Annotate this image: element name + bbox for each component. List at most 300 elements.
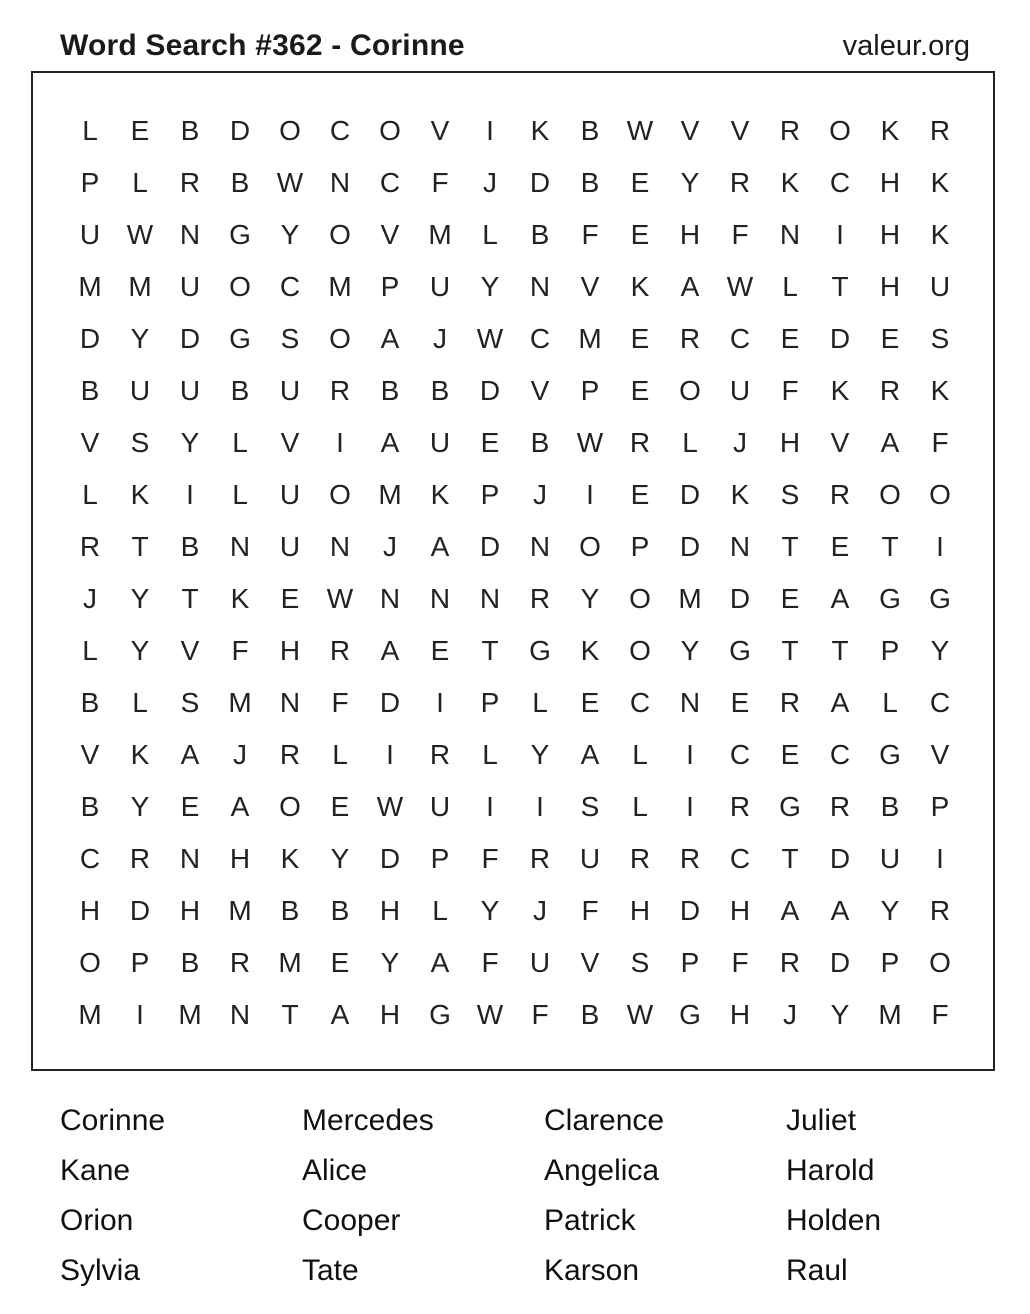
grid-cell[interactable]: R xyxy=(329,375,351,406)
grid-cell[interactable]: Y xyxy=(130,323,150,354)
grid-cell[interactable]: H xyxy=(779,427,801,458)
grid-cell[interactable]: E xyxy=(630,323,650,354)
grid-cell[interactable]: V xyxy=(930,739,950,770)
grid-cell[interactable]: D xyxy=(129,895,151,926)
grid-cell[interactable]: L xyxy=(482,739,498,770)
grid-cell[interactable]: U xyxy=(729,375,751,406)
grid-cell[interactable]: A xyxy=(780,895,800,926)
grid-cell[interactable]: V xyxy=(530,375,550,406)
grid-cell[interactable]: C xyxy=(829,739,851,770)
grid-cell[interactable]: O xyxy=(879,479,901,510)
grid-cell[interactable]: I xyxy=(836,219,844,250)
grid-cell[interactable]: C xyxy=(379,167,401,198)
grid-cell[interactable]: D xyxy=(529,167,551,198)
grid-cell[interactable]: U xyxy=(429,791,451,822)
grid-cell[interactable]: U xyxy=(429,427,451,458)
grid-cell[interactable]: Y xyxy=(130,583,150,614)
grid-cell[interactable]: L xyxy=(232,479,248,510)
grid-cell[interactable]: I xyxy=(686,791,694,822)
grid-cell[interactable]: V xyxy=(80,739,100,770)
grid-cell[interactable]: A xyxy=(380,323,400,354)
grid-cell[interactable]: M xyxy=(878,999,902,1030)
grid-cell[interactable]: T xyxy=(781,635,799,666)
grid-cell[interactable]: G xyxy=(779,791,801,822)
grid-cell[interactable]: Y xyxy=(130,791,150,822)
grid-cell[interactable]: B xyxy=(180,947,200,978)
grid-cell[interactable]: Y xyxy=(530,739,550,770)
grid-cell[interactable]: O xyxy=(329,219,351,250)
grid-cell[interactable]: O xyxy=(579,531,601,562)
grid-cell[interactable]: P xyxy=(880,635,900,666)
grid-cell[interactable]: M xyxy=(178,999,202,1030)
grid-cell[interactable]: W xyxy=(476,999,504,1030)
grid-cell[interactable]: B xyxy=(80,687,100,718)
grid-cell[interactable]: U xyxy=(179,271,201,302)
grid-cell[interactable]: R xyxy=(779,947,801,978)
grid-cell[interactable]: K xyxy=(130,739,150,770)
grid-cell[interactable]: H xyxy=(179,895,201,926)
grid-cell[interactable]: V xyxy=(380,219,400,250)
grid-cell[interactable]: W xyxy=(476,323,504,354)
grid-cell[interactable]: D xyxy=(679,895,701,926)
grid-cell[interactable]: N xyxy=(279,687,301,718)
grid-cell[interactable]: C xyxy=(79,843,101,874)
grid-cell[interactable]: M xyxy=(428,219,452,250)
grid-cell[interactable]: J xyxy=(83,583,97,614)
grid-cell[interactable]: L xyxy=(82,479,98,510)
grid-cell[interactable]: A xyxy=(230,791,250,822)
grid-cell[interactable]: T xyxy=(181,583,199,614)
grid-cell[interactable]: A xyxy=(380,635,400,666)
grid-cell[interactable]: E xyxy=(630,479,650,510)
grid-cell[interactable]: R xyxy=(79,531,101,562)
grid-cell[interactable]: O xyxy=(79,947,101,978)
grid-cell[interactable]: I xyxy=(186,479,194,510)
grid-cell[interactable]: G xyxy=(229,219,251,250)
grid-cell[interactable]: G xyxy=(729,635,751,666)
grid-cell[interactable]: D xyxy=(829,323,851,354)
grid-cell[interactable]: P xyxy=(380,271,400,302)
grid-cell[interactable]: E xyxy=(580,687,600,718)
grid-cell[interactable]: B xyxy=(430,375,450,406)
grid-cell[interactable]: I xyxy=(686,739,694,770)
grid-cell[interactable]: G xyxy=(879,739,901,770)
grid-cell[interactable]: M xyxy=(128,271,152,302)
grid-cell[interactable]: O xyxy=(279,791,301,822)
grid-cell[interactable]: V xyxy=(80,427,100,458)
grid-cell[interactable]: N xyxy=(179,219,201,250)
grid-cell[interactable]: P xyxy=(630,531,650,562)
grid-cell[interactable]: L xyxy=(682,427,698,458)
grid-cell[interactable]: J xyxy=(433,323,447,354)
grid-cell[interactable]: R xyxy=(829,791,851,822)
grid-cell[interactable]: Y xyxy=(330,843,350,874)
grid-cell[interactable]: V xyxy=(580,947,600,978)
grid-cell[interactable]: O xyxy=(929,947,951,978)
grid-cell[interactable]: E xyxy=(630,167,650,198)
grid-cell[interactable]: A xyxy=(580,739,600,770)
grid-cell[interactable]: I xyxy=(486,791,494,822)
grid-cell[interactable]: U xyxy=(429,271,451,302)
grid-cell[interactable]: P xyxy=(130,947,150,978)
grid-cell[interactable]: D xyxy=(479,375,501,406)
grid-cell[interactable]: I xyxy=(536,791,544,822)
grid-cell[interactable]: A xyxy=(830,895,850,926)
grid-cell[interactable]: D xyxy=(479,531,501,562)
grid-cell[interactable]: R xyxy=(929,895,951,926)
grid-cell[interactable]: Y xyxy=(480,895,500,926)
grid-cell[interactable]: K xyxy=(130,479,150,510)
grid-cell[interactable]: V xyxy=(830,427,850,458)
grid-cell[interactable]: B xyxy=(530,427,550,458)
grid-cell[interactable]: O xyxy=(329,323,351,354)
grid-cell[interactable]: R xyxy=(679,323,701,354)
grid-cell[interactable]: O xyxy=(679,375,701,406)
grid-cell[interactable]: K xyxy=(930,167,950,198)
grid-cell[interactable]: N xyxy=(179,843,201,874)
grid-cell[interactable]: I xyxy=(936,531,944,562)
grid-cell[interactable]: N xyxy=(429,583,451,614)
grid-cell[interactable]: I xyxy=(486,115,494,146)
grid-cell[interactable]: L xyxy=(782,271,798,302)
grid-cell[interactable]: D xyxy=(679,531,701,562)
grid-cell[interactable]: A xyxy=(430,531,450,562)
grid-cell[interactable]: E xyxy=(780,323,800,354)
grid-cell[interactable]: U xyxy=(279,375,301,406)
grid-cell[interactable]: E xyxy=(880,323,900,354)
grid-cell[interactable]: H xyxy=(229,843,251,874)
grid-cell[interactable]: U xyxy=(529,947,551,978)
grid-cell[interactable]: O xyxy=(629,583,651,614)
grid-cell[interactable]: I xyxy=(136,999,144,1030)
grid-cell[interactable]: F xyxy=(481,843,499,874)
grid-cell[interactable]: R xyxy=(629,427,651,458)
grid-cell[interactable]: E xyxy=(780,583,800,614)
grid-cell[interactable]: H xyxy=(379,895,401,926)
grid-cell[interactable]: R xyxy=(529,583,551,614)
grid-cell[interactable]: H xyxy=(629,895,651,926)
grid-cell[interactable]: I xyxy=(336,427,344,458)
grid-cell[interactable]: U xyxy=(279,531,301,562)
grid-cell[interactable]: U xyxy=(129,375,151,406)
grid-cell[interactable]: R xyxy=(129,843,151,874)
grid-cell[interactable]: T xyxy=(781,843,799,874)
grid-cell[interactable]: O xyxy=(379,115,401,146)
grid-cell[interactable]: S xyxy=(780,479,800,510)
grid-cell[interactable]: T xyxy=(131,531,149,562)
grid-cell[interactable]: M xyxy=(678,583,702,614)
grid-cell[interactable]: F xyxy=(231,635,249,666)
grid-cell[interactable]: H xyxy=(879,219,901,250)
grid-cell[interactable]: G xyxy=(929,583,951,614)
grid-cell[interactable]: J xyxy=(483,167,497,198)
grid-cell[interactable]: L xyxy=(482,219,498,250)
grid-cell[interactable]: D xyxy=(379,687,401,718)
grid-cell[interactable]: F xyxy=(581,219,599,250)
grid-cell[interactable]: U xyxy=(879,843,901,874)
grid-cell[interactable]: W xyxy=(626,999,654,1030)
grid-cell[interactable]: B xyxy=(330,895,350,926)
grid-cell[interactable]: H xyxy=(879,271,901,302)
grid-cell[interactable]: V xyxy=(180,635,200,666)
grid-cell[interactable]: L xyxy=(432,895,448,926)
grid-cell[interactable]: P xyxy=(680,947,700,978)
grid-cell[interactable]: Y xyxy=(180,427,200,458)
grid-cell[interactable]: C xyxy=(729,843,751,874)
grid-cell[interactable]: N xyxy=(329,531,351,562)
grid-cell[interactable]: L xyxy=(132,167,148,198)
grid-cell[interactable]: R xyxy=(429,739,451,770)
grid-cell[interactable]: E xyxy=(280,583,300,614)
grid-cell[interactable]: A xyxy=(680,271,700,302)
grid-cell[interactable]: H xyxy=(729,895,751,926)
grid-cell[interactable]: S xyxy=(130,427,150,458)
grid-cell[interactable]: G xyxy=(879,583,901,614)
grid-cell[interactable]: K xyxy=(530,115,550,146)
grid-cell[interactable]: R xyxy=(629,843,651,874)
grid-cell[interactable]: C xyxy=(529,323,551,354)
grid-cell[interactable]: I xyxy=(436,687,444,718)
grid-cell[interactable]: U xyxy=(929,271,951,302)
grid-cell[interactable]: K xyxy=(830,375,850,406)
grid-cell[interactable]: V xyxy=(730,115,750,146)
grid-cell[interactable]: R xyxy=(829,479,851,510)
grid-cell[interactable]: M xyxy=(78,271,102,302)
grid-cell[interactable]: C xyxy=(729,739,751,770)
grid-cell[interactable]: G xyxy=(429,999,451,1030)
grid-cell[interactable]: R xyxy=(179,167,201,198)
grid-cell[interactable]: N xyxy=(529,531,551,562)
grid-cell[interactable]: M xyxy=(328,271,352,302)
grid-cell[interactable]: V xyxy=(580,271,600,302)
grid-cell[interactable]: F xyxy=(781,375,799,406)
grid-cell[interactable]: E xyxy=(180,791,200,822)
grid-cell[interactable]: C xyxy=(279,271,301,302)
grid-cell[interactable]: L xyxy=(82,115,98,146)
grid-cell[interactable]: Y xyxy=(680,635,700,666)
grid-cell[interactable]: E xyxy=(330,947,350,978)
grid-cell[interactable]: S xyxy=(180,687,200,718)
grid-cell[interactable]: S xyxy=(280,323,300,354)
grid-cell[interactable]: F xyxy=(931,999,949,1030)
grid-cell[interactable]: K xyxy=(580,635,600,666)
grid-cell[interactable]: M xyxy=(78,999,102,1030)
grid-cell[interactable]: R xyxy=(879,375,901,406)
grid-cell[interactable]: D xyxy=(729,583,751,614)
grid-cell[interactable]: F xyxy=(931,427,949,458)
grid-cell[interactable]: L xyxy=(882,687,898,718)
grid-cell[interactable]: K xyxy=(880,115,900,146)
grid-cell[interactable]: D xyxy=(829,947,851,978)
grid-cell[interactable]: N xyxy=(479,583,501,614)
grid-cell[interactable]: E xyxy=(480,427,500,458)
grid-cell[interactable]: T xyxy=(781,531,799,562)
grid-cell[interactable]: E xyxy=(630,375,650,406)
grid-cell[interactable]: H xyxy=(279,635,301,666)
grid-cell[interactable]: R xyxy=(729,167,751,198)
grid-cell[interactable]: E xyxy=(430,635,450,666)
grid-cell[interactable]: I xyxy=(586,479,594,510)
grid-cell[interactable]: E xyxy=(830,531,850,562)
grid-cell[interactable]: E xyxy=(730,687,750,718)
grid-cell[interactable]: Y xyxy=(830,999,850,1030)
grid-cell[interactable]: M xyxy=(228,895,252,926)
grid-cell[interactable]: A xyxy=(180,739,200,770)
grid-cell[interactable]: E xyxy=(630,219,650,250)
grid-cell[interactable]: V xyxy=(680,115,700,146)
grid-cell[interactable]: M xyxy=(228,687,252,718)
grid-cell[interactable]: T xyxy=(481,635,499,666)
grid-cell[interactable]: P xyxy=(430,843,450,874)
grid-cell[interactable]: N xyxy=(729,531,751,562)
grid-cell[interactable]: L xyxy=(632,791,648,822)
grid-cell[interactable]: N xyxy=(679,687,701,718)
grid-cell[interactable]: W xyxy=(576,427,604,458)
grid-cell[interactable]: G xyxy=(679,999,701,1030)
grid-cell[interactable]: F xyxy=(581,895,599,926)
grid-cell[interactable]: R xyxy=(529,843,551,874)
grid-cell[interactable]: U xyxy=(279,479,301,510)
grid-cell[interactable]: N xyxy=(229,531,251,562)
grid-cell[interactable]: R xyxy=(779,115,801,146)
grid-cell[interactable]: S xyxy=(630,947,650,978)
grid-cell[interactable]: C xyxy=(929,687,951,718)
grid-cell[interactable]: D xyxy=(829,843,851,874)
grid-cell[interactable]: A xyxy=(830,583,850,614)
grid-cell[interactable]: K xyxy=(280,843,300,874)
grid-cell[interactable]: K xyxy=(430,479,450,510)
grid-cell[interactable]: O xyxy=(279,115,301,146)
grid-cell[interactable]: I xyxy=(936,843,944,874)
grid-cell[interactable]: D xyxy=(229,115,251,146)
grid-cell[interactable]: V xyxy=(280,427,300,458)
grid-cell[interactable]: W xyxy=(126,219,154,250)
grid-cell[interactable]: F xyxy=(331,687,349,718)
grid-cell[interactable]: P xyxy=(930,791,950,822)
grid-cell[interactable]: W xyxy=(326,583,354,614)
grid-cell[interactable]: Y xyxy=(480,271,500,302)
grid-cell[interactable]: O xyxy=(229,271,251,302)
grid-cell[interactable]: A xyxy=(380,427,400,458)
grid-cell[interactable]: P xyxy=(880,947,900,978)
grid-cell[interactable]: T xyxy=(281,999,299,1030)
grid-cell[interactable]: K xyxy=(930,375,950,406)
grid-cell[interactable]: E xyxy=(780,739,800,770)
grid-cell[interactable]: U xyxy=(179,375,201,406)
grid-cell[interactable]: F xyxy=(481,947,499,978)
grid-cell[interactable]: N xyxy=(329,167,351,198)
grid-cell[interactable]: Y xyxy=(880,895,900,926)
grid-cell[interactable]: J xyxy=(383,531,397,562)
grid-cell[interactable]: B xyxy=(230,167,250,198)
grid-cell[interactable]: K xyxy=(230,583,250,614)
grid-cell[interactable]: N xyxy=(379,583,401,614)
grid-cell[interactable]: D xyxy=(79,323,101,354)
grid-cell[interactable]: B xyxy=(380,375,400,406)
grid-cell[interactable]: J xyxy=(733,427,747,458)
grid-cell[interactable]: B xyxy=(180,115,200,146)
grid-cell[interactable]: C xyxy=(829,167,851,198)
grid-cell[interactable]: B xyxy=(180,531,200,562)
grid-cell[interactable]: J xyxy=(533,895,547,926)
grid-cell[interactable]: M xyxy=(278,947,302,978)
grid-cell[interactable]: A xyxy=(830,687,850,718)
grid-cell[interactable]: W xyxy=(276,167,304,198)
grid-cell[interactable]: H xyxy=(679,219,701,250)
grid-cell[interactable]: K xyxy=(780,167,800,198)
grid-cell[interactable]: R xyxy=(229,947,251,978)
grid-cell[interactable]: G xyxy=(229,323,251,354)
grid-cell[interactable]: R xyxy=(679,843,701,874)
grid-cell[interactable]: K xyxy=(730,479,750,510)
grid-cell[interactable]: L xyxy=(332,739,348,770)
grid-cell[interactable]: R xyxy=(779,687,801,718)
grid-cell[interactable]: B xyxy=(580,999,600,1030)
grid-cell[interactable]: A xyxy=(330,999,350,1030)
grid-cell[interactable]: C xyxy=(629,687,651,718)
grid-cell[interactable]: J xyxy=(783,999,797,1030)
grid-cell[interactable]: B xyxy=(80,375,100,406)
grid-cell[interactable]: K xyxy=(630,271,650,302)
grid-cell[interactable]: E xyxy=(130,115,150,146)
grid-cell[interactable]: B xyxy=(230,375,250,406)
grid-cell[interactable]: A xyxy=(430,947,450,978)
grid-cell[interactable]: M xyxy=(578,323,602,354)
grid-cell[interactable]: C xyxy=(329,115,351,146)
grid-cell[interactable]: B xyxy=(280,895,300,926)
grid-cell[interactable]: B xyxy=(580,167,600,198)
grid-cell[interactable]: L xyxy=(532,687,548,718)
grid-cell[interactable]: F xyxy=(731,947,749,978)
grid-cell[interactable]: G xyxy=(529,635,551,666)
grid-cell[interactable]: T xyxy=(831,271,849,302)
grid-cell[interactable]: D xyxy=(679,479,701,510)
grid-cell[interactable]: F xyxy=(531,999,549,1030)
grid-cell[interactable]: D xyxy=(179,323,201,354)
grid-cell[interactable]: H xyxy=(879,167,901,198)
grid-cell[interactable]: R xyxy=(279,739,301,770)
grid-cell[interactable]: J xyxy=(233,739,247,770)
grid-cell[interactable]: Y xyxy=(380,947,400,978)
grid-cell[interactable]: W xyxy=(376,791,404,822)
grid-cell[interactable]: T xyxy=(881,531,899,562)
grid-cell[interactable]: O xyxy=(929,479,951,510)
grid-cell[interactable]: B xyxy=(80,791,100,822)
grid-cell[interactable]: R xyxy=(329,635,351,666)
grid-cell[interactable]: A xyxy=(880,427,900,458)
grid-cell[interactable]: E xyxy=(330,791,350,822)
grid-cell[interactable]: F xyxy=(431,167,449,198)
grid-cell[interactable]: U xyxy=(579,843,601,874)
grid-cell[interactable]: Y xyxy=(680,167,700,198)
grid-cell[interactable]: L xyxy=(232,427,248,458)
grid-cell[interactable]: I xyxy=(386,739,394,770)
grid-cell[interactable]: S xyxy=(580,791,600,822)
grid-cell[interactable]: P xyxy=(580,375,600,406)
grid-cell[interactable]: O xyxy=(329,479,351,510)
grid-cell[interactable]: N xyxy=(779,219,801,250)
grid-cell[interactable]: P xyxy=(480,479,500,510)
grid-cell[interactable]: W xyxy=(726,271,754,302)
grid-cell[interactable]: H xyxy=(729,999,751,1030)
grid-cell[interactable]: W xyxy=(626,115,654,146)
grid-cell[interactable]: Y xyxy=(280,219,300,250)
grid-cell[interactable]: O xyxy=(829,115,851,146)
grid-cell[interactable]: J xyxy=(533,479,547,510)
grid-cell[interactable]: D xyxy=(379,843,401,874)
grid-cell[interactable]: Y xyxy=(580,583,600,614)
grid-cell[interactable]: P xyxy=(480,687,500,718)
